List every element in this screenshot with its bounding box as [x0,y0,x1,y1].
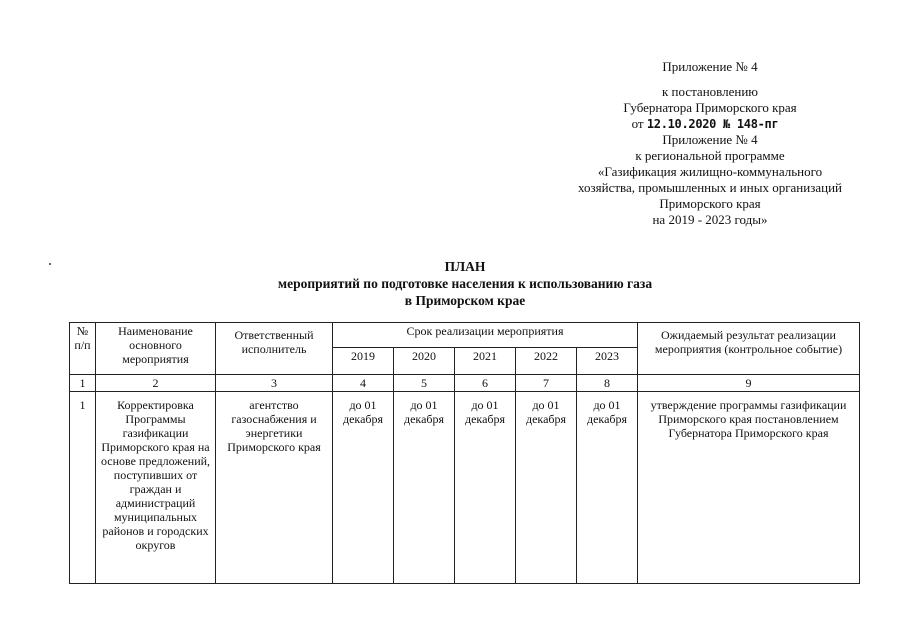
plan-title-line-3: в Приморском крае [404,293,526,308]
row-deadline-2023: до 01 декабря [577,392,638,584]
program-line-1: к региональной программе [635,148,785,163]
column-number: 8 [577,375,638,392]
header-period: Срок реализации мероприятия [333,323,638,348]
program-appendix-title: Приложение № 4 [662,132,758,147]
column-number: 7 [516,375,577,392]
table-row [70,392,860,584]
plan-title-line-2: мероприятий по подготовке населения к использованию газа [277,276,653,291]
column-number: 5 [394,375,455,392]
appendix-title: Приложение № 4 [662,59,758,74]
program-line-5: на 2019 - 2023 годы» [652,212,768,227]
column-number: 4 [333,375,394,392]
decree-line-2: Губернатора Приморского края [623,100,797,115]
row-num: 1 [70,392,96,584]
decree-date-number: 12.10.2020 № 148-пг [646,117,779,131]
program-line-2: «Газификация жилищно-коммунального [597,164,823,179]
header-year: 2019 [333,348,394,375]
header-year: 2020 [394,348,455,375]
scan-speck [49,263,51,265]
header-year: 2021 [455,348,516,375]
decree-date-line [550,116,860,132]
row-deadline-2022: до 01 декабря [516,392,577,584]
header-year: 2023 [577,348,638,375]
column-number: 9 [638,375,860,392]
row-activity-name: Корректировка Программы газификации Приморского края на основе предложений, поступивших от граждан и администраций муниципальных районов и городских округов [96,392,216,584]
plan-title-line-1: ПЛАН [444,259,486,274]
column-number: 2 [96,375,216,392]
header-num: № п/п [70,323,96,375]
plan-title [180,258,750,309]
column-number: 3 [216,375,333,392]
row-deadline-2019: до 01 декабря [333,392,394,584]
row-executor: агентство газоснабжения и энергетики Приморского края [216,392,333,584]
decree-from: от [631,116,644,131]
program-line-3: хозяйства, промышленных и иных организаций [578,180,842,195]
header-result: Ожидаемый результат реализации мероприятия (контрольное событие) [638,323,860,375]
row-deadline-2021: до 01 декабря [455,392,516,584]
appendix-header [560,59,860,228]
header-executor: Ответственный исполнитель [216,323,333,375]
row-expected-result: утверждение программы газификации Приморского края постановлением Губернатора Приморского края [638,392,860,584]
column-number-row [70,375,860,392]
header-year: 2022 [516,348,577,375]
column-number: 6 [455,375,516,392]
table-header-row [70,323,860,348]
row-deadline-2020: до 01 декабря [394,392,455,584]
decree-line-1: к постановлению [661,84,759,99]
plan-table [69,322,860,584]
column-number: 1 [70,375,96,392]
header-name: Наименование основного мероприятия [96,323,216,375]
program-line-4: Приморского края [659,196,761,211]
